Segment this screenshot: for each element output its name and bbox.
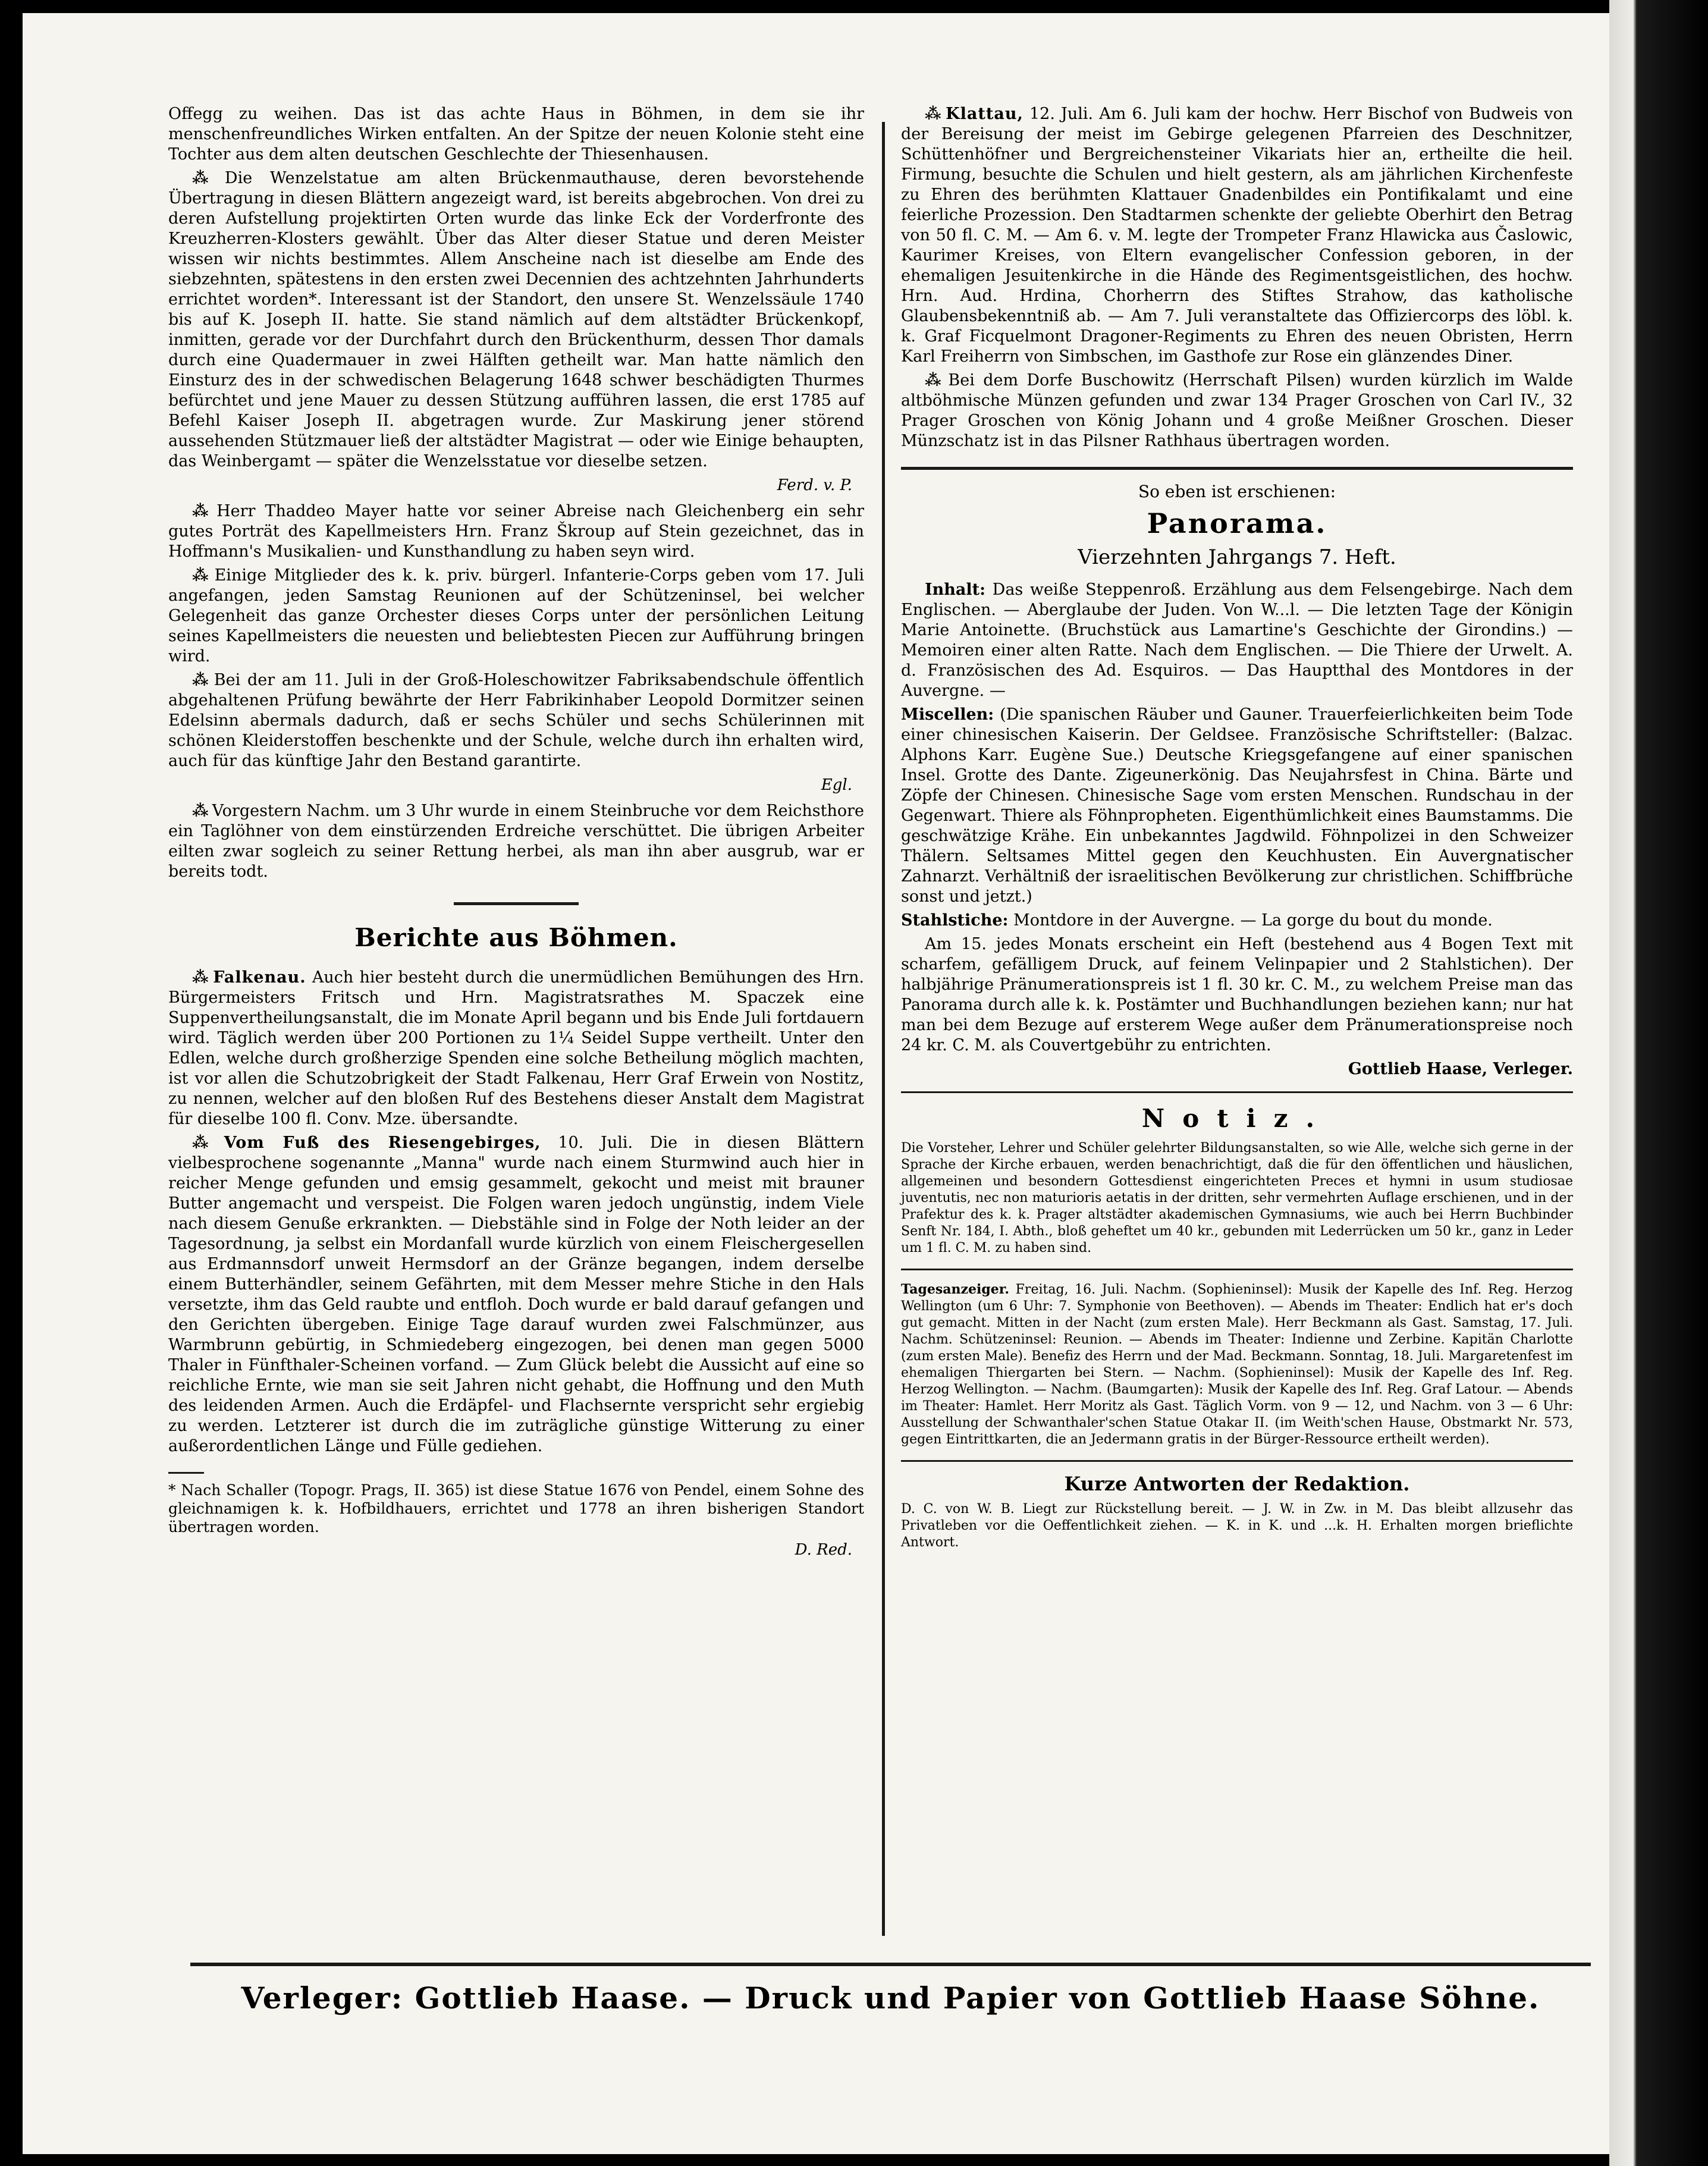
author-signature: Ferd. v. P. [777, 476, 852, 494]
scan-border [1609, 0, 1708, 2166]
editorial-replies-heading: Kurze Antworten der Redaktion. [1064, 1473, 1410, 1495]
announcement-intro: So eben ist erschienen: [1138, 482, 1336, 501]
asterism-icon: ⁂ [192, 566, 211, 585]
engravings-text: Montdore in der Auvergne. — La gorge du bout du monde. [1013, 911, 1493, 930]
announcement-subtitle: Vierzehnten Jahrgangs 7. Heft. [1078, 545, 1396, 569]
notice-heading: Notiz. [1141, 1104, 1333, 1133]
section-divider [901, 1091, 1573, 1093]
article-text: Vorgestern Nachm. um 3 Uhr wurde in einem Steinbruche vor dem Reichsthore ein Taglöhner von dem einstürzenden Erdreiche verschüttet. Die übrigen Arbeiter eilten zwar sogleich zu seiner Rettung herbei, als man ihn aber ausgrub, war er bereits todt. [168, 802, 864, 881]
article-text: Bei der am 11. Juli in der Groß-Holeschowitzer Fabriksabendschule öffentlich abgehaltenen Prüfung bewährte der Herr Fabrikinhaber Leopold Dormitzer seinen Edelsinn abermals dadurch, daß er sechs Schüler und sechs Schülerinnen mit schönen Kleiderstoffen beschenkte und der Schule, welche durch ihn erhalten wird, auch für das künftige Jahr den Bestand garantirte. [168, 671, 864, 770]
article-paragraph [901, 104, 1573, 367]
article-text: Auch hier besteht durch die unermüdlichen Bemühungen des Hrn. Bürgermeisters Fritsch und Hrn. Magistratsrathes M. Spaczek eine Suppenvertheilungsanstalt, die im Monate April begann und bis Ende Juli fortdauern wird. Täglich werden über 200 Portionen zu 1¼ Seidel Suppe vertheilt. Unter den Edlen, welche durch großherzige Spenden eine solche Betheilung möglich machten, ist vor allen die Schutzobrigkeit der Stadt Falkenau, Herr Graf Erwein von Nostitz, zu nennen, welcher auf den bloßen Ruf des Bestehens dieser Anstalt dem Magistrat für dieselbe 100 fl. Conv. Mze. übersandte. [168, 968, 864, 1128]
contents-label: Inhalt: [925, 580, 986, 599]
article-paragraph [901, 371, 1573, 451]
author-signature: Egl. [821, 776, 852, 794]
left-column [168, 104, 864, 1566]
daily-listings-text: Freitag, 16. Juli. Nachm. (Sophieninsel): Musik der Kapelle des Inf. Reg. Herzog Wellington (um 6 Uhr: 7. Symphonie von Beethoven). — Abends im Theater: Endlich hat er's doch gut gemacht. Mitten in der Nacht (zum ersten Male). Herr Beckmann als Gast. Samstag, 17. Juli. Nachm. Schützeninsel: Reunion. — Abends im Theater: Indienne und Zerbine. Kapitän Charlotte (zum ersten Male). Benefiz des Herrn und der Mad. Beckmann. Sonntag, 18. Juli. Margaretenfest im ehemaligen Thiergarten bei Stern. — Nachm. (Sophieninsel): Musik der Kapelle des Inf. Reg. Herzog Wellington. — Nachm. (Baumgarten): Musik der Kapelle des Inf. Reg. Graf Latour. — Abends im Theater: Hamlet. Herr Moritz als Gast. Täglich Vorm. von 9 — 12, und Nachm. von 3 — 6 Uhr: Ausstellung der Schwanthaler'schen Statue Otakar II. (im Weith'schen Hause, Obstmarkt Nr. 573, gegen Eintrittkarten, die an Jedermann gratis in der Bürger-Ressource ertheilt werden). [901, 1282, 1573, 1447]
footnote: * Nach Schaller (Topogr. Prags, II. 365) ist diese Statue 1676 von Pendel, einem Sohne des gleichnamigen k. k. Hofbildhauers, errichtet und 1778 an ihren bisherigen Standort übertragen worden. [168, 1481, 864, 1536]
article-paragraph [168, 1133, 864, 1456]
asterism-icon: ⁂ [192, 802, 209, 820]
asterism-icon: ⁂ [192, 1134, 221, 1152]
article-text: Herr Thaddeo Mayer hatte vor seiner Abreise nach Gleichenberg ein sehr gutes Porträt des Kapellmeisters Hrn. Franz Škroup auf Stein gezeichnet, das in Hoffmann's Musikalien- und Kunsthandlung zu haben seyn wird. [168, 502, 864, 561]
dateline-place: Vom Fuß des Riesengebirges, [224, 1134, 541, 1152]
dateline-place: Falkenau. [213, 968, 306, 987]
article-text: Die Wenzelstatue am alten Brückenmauthause, deren bevorstehende Übertragung in diesen Blättern angezeigt ward, ist bereits abgebrochen. Von drei zu deren Aufstellung projektirten Orten wurde das linke Eck der Vorderfronte des Kreuzherren-Klosters gewählt. Über das Alter dieser Statue und deren Meister wissen wir nichts bestimmtes. Allem Anscheine nach ist dieselbe am Ende des siebzehnten, spätestens in den ersten zwei Decennien des achtzehnten Jahrhunderts errichtet worden*. Interessant ist der Standort, den unsere St. Wenzelssäule 1740 bis auf K. Joseph II. hatte. Sie stand nämlich auf dem altstädter Brückenkopf, inmitten, gerade vor der Durchfahrt durch den Brückenthurm, dessen Thor damals durch eine Quadermauer in zwei Hälften getheilt war. Man hatte nämlich den Einsturz des in der schwedischen Belagerung 1648 schwer beschädigten Thurmes befürchtet und jene Mauer zu dessen Stützung aufführen lassen, die erst 1785 auf Befehl Kaiser Joseph II. abgetragen wurde. Zur Maskirung jener störend aussehenden Stützmauer ließ der altstädter Magistrat — oder wie Einige behaupten, das Weinbergamt — später die Wenzelsstatue vor dieselbe setzen. [168, 169, 864, 470]
asterism-icon: ⁂ [192, 169, 221, 187]
imprint-footer: Verleger: Gottlieb Haase. — Druck und Papier von Gottlieb Haase Söhne. [241, 1980, 1540, 2016]
section-divider [901, 1269, 1573, 1270]
footer-divider [190, 1963, 1591, 1966]
dateline-place: Klattau, [946, 105, 1023, 123]
right-column [901, 104, 1573, 1555]
daily-listings [901, 1281, 1573, 1448]
asterism-icon: ⁂ [925, 105, 943, 123]
article-paragraph [168, 801, 864, 882]
daily-listings-label: Tagesanzeiger. [901, 1282, 1009, 1297]
section-divider [901, 1460, 1573, 1462]
article-text: 12. Juli. Am 6. Juli kam der hochw. Herr Bischof von Budweis von der Bereisung der meist im Gebirge gelegenen Pfarreien des Deschnitzer, Schüttenhöfner und Bergreichensteiner Vikariats hier an, ertheilte die heil. Firmung, besuchte die Schulen und hielt gestern, als am jährlichen Kirchenfeste zu Ehren des berühmten Klattauer Gnadenbildes ein Pontifikalamt und eine feierliche Prozession. Den Stadtarmen schenkte der geliebte Oberhirt den Betrag von 50 fl. C. M. — Am 6. v. M. legte der Trompeter Franz Hlawicka aus Časlowic, Kaurimer Kreises, von Eltern evangelischer Confession geboren, in der ehemaligen Jesuitenkirche in die Hände des Regimentsgeistlichen, des hochw. Hrn. Aud. Hrdina, Chorherrn des Stiftes Strahow, das katholische Glaubensbekenntniß ab. — Am 7. Juli veranstaltete das Offiziercorps des löbl. k. k. Graf Ficquelmont Dragoner-Regiments zu Ehren des neuen Obristen, Herrn Karl Freiherrn von Simbschen, im Gasthofe zur Rose ein glänzendes Diner. [901, 105, 1573, 366]
section-divider [454, 902, 579, 905]
contents-text: Das weiße Steppenroß. Erzählung aus dem Felsengebirge. Nach dem Englischen. — Aberglaube der Juden. Von W...l. — Die letzten Tage der Königin Marie Antoinette. (Bruchstück aus Lamartine's Geschichte der Girondins.) — Memoiren einer alten Ratte. Nach dem Englischen. — Die Thiere der Urwelt. A. d. Französischen des Ad. Esquiros. — Das Hauptthal des Montdores in der Auvergne. — [901, 580, 1573, 700]
section-divider [901, 467, 1573, 470]
notice-text: Die Vorsteher, Lehrer und Schüler gelehrter Bildungsanstalten, so wie Alle, welche sich gerne in der Sprache der Kirche erbauen, werden benachrichtigt, daß die für den öffentlichen und häuslichen, allgemeinen und besondern Gottesdienst eingerichteten Preces et hymni in usum studiosae juventutis, nec non maturioris aetatis in der dritten, sehr vermehrten Auflage erschienen, und in der Prafektur des k. k. Prager altstädter akademischen Gymnasiums, wie auch bei Herrn Buchbinder Senft Nr. 184, I. Abth., bloß geheftet um 40 kr., gebunden mit Lederrücken um 50 kr., ganz in Leder um 1 fl. C. M. zu haben sind. [901, 1141, 1573, 1255]
asterism-icon: ⁂ [192, 968, 210, 987]
miscellany-label: Miscellen: [901, 705, 994, 724]
column-divider [882, 122, 885, 1936]
article-paragraph: Offegg zu weihen. Das ist das achte Haus in Böhmen, in dem sie ihr menschenfreundliches Wirken entfalten. An der Spitze der neuen Kolonie steht eine Tochter aus dem alten deutschen Geschlechte der Thiesenhausen. [168, 105, 864, 164]
article-paragraph [168, 566, 864, 667]
article-text: Bei dem Dorfe Buschowitz (Herrschaft Pilsen) wurden kürzlich im Walde altböhmische Münzen gefunden und zwar 134 Prager Groschen von Carl IV., 32 Prager Groschen von König Johann und 4 große Meißner Groschen. Dieser Münzschatz ist in das Pilsner Rathhaus übertragen worden. [901, 371, 1574, 450]
footnote-divider [168, 1472, 204, 1474]
section-heading: Berichte aus Böhmen. [354, 923, 678, 952]
article-paragraph [168, 501, 864, 562]
article-paragraph [168, 968, 864, 1129]
article-paragraph [168, 670, 864, 771]
article-paragraph [168, 168, 864, 472]
asterism-icon: ⁂ [925, 371, 945, 390]
miscellany-text: (Die spanischen Räuber und Gauner. Trauerfeierlichkeiten beim Tode einer chinesischen Kaiserin. Der Geldsee. Französische Schriftsteller: (Balzac. Alphons Karr. Eugène Sue.) Deutsche Kriegsgefangene auf einer spanischen Insel. Grotte des Dante. Zigeunerkönig. Das Neujahrsfest in China. Bärte und Zöpfe der Chinesen. Chinesische Sage vom ersten Menschen. Rundschau in der Gegenwart. Thiere als Föhnpropheten. Eigenthümlichkeit eines Baumstamms. Die geschwätzige Krähe. Ein unbekanntes Jagdwild. Föhnpolizei in den Schweizer Thälern. Seltsames Mittel gegen den Keuchhusten. Ein Auvergnatischer Zahnarzt. Verhältniß der israelitischen Bevölkerung zur christlichen. Schiffbrüche sonst und jetzt.) [901, 705, 1573, 906]
announcement-publisher: Gottlieb Haase, Verleger. [1348, 1060, 1573, 1078]
asterism-icon: ⁂ [192, 671, 211, 689]
editorial-replies-text: D. C. von W. B. Liegt zur Rückstellung bereit. — J. W. in Zw. in M. Das bleibt allzusehr das Privatleben vor die Oeffentlichkeit ziehen. — K. in K. und ...k. H. Erhalten morgen brieflichte Antwort. [901, 1502, 1573, 1550]
footnote-signature: D. Red. [795, 1541, 852, 1559]
announcement-engravings [901, 911, 1573, 931]
article-text: 10. Juli. Die in diesen Blättern vielbesprochene sogenannte „Manna" wurde nach einem Sturmwind auch hier in reicher Menge gefunden und emsig gesammelt, gekocht und meist mit brauner Butter angemacht und verspeist. Die Folgen waren jedoch ungünstig, indem Viele nach diesem Genuße erkrankten. — Diebstähle sind in Folge der Noth leider an der Tagesordnung, ja selbst ein Mordanfall wurde kürzlich von einem Fleischergesellen aus Erdmannsdorf unweit Hermsdorf an der Gränze begangen, indem derselbe einem Butterhändler, seinem Gefährten, mit dem Messer mehre Stiche in den Hals versetzte, ihm das Geld raubte und entfloh. Doch wurde er bald darauf gefangen und den Gerichten übergeben. Einige Tage darauf wurden zwei Falschmünzer, aus Warmbrunn gebürtig, in Schmiedeberg eingezogen, bei denen man gegen 5000 Thaler in Fünfthaler-Scheinen vorfand. — Zum Glück belebt die Aussicht auf eine so reichliche Ernte, wie man sie seit Jahren nicht gehabt, die Hoffnung und den Muth des leidenden Armen. Auch die Erdäpfel- und Flachsernte verspricht sehr ergiebig zu werden. Letzterer ist durch die im zuträgliche günstige Witterung zu einer außerordentlichen Länge und Fülle gediehen. [168, 1134, 864, 1455]
announcement-title: Panorama. [1147, 507, 1327, 539]
announcement-contents [901, 580, 1573, 701]
engravings-label: Stahlstiche: [901, 911, 1009, 930]
asterism-icon: ⁂ [192, 502, 214, 520]
article-text: Einige Mitglieder des k. k. priv. bürgerl. Infanterie-Corps geben vom 17. Juli angefangen, jeden Samstag Reunionen auf der Schützeninsel, bei welcher Gelegenheit das ganze Orchester dieses Corps unter der persönlichen Leitung seines Kapellmeisters die neuesten und beliebtesten Piecen zur Aufführung bringen wird. [168, 566, 864, 666]
announcement-miscellany [901, 705, 1573, 907]
announcement-subscription: Am 15. jedes Monats erscheint ein Heft (bestehend aus 4 Bogen Text mit scharfem, gefälligem Druck, auf feinem Velinpapier und 2 Stahlstichen). Der halbjährige Pränumerationspreis ist 1 fl. 30 kr. C. M., zu welchem Preise man das Panorama durch alle k. k. Postämter und Buchhandlungen beziehen kann; nur hat man bei dem Bezuge auf ersterem Wege außer dem Pränumerationspreise noch 24 kr. C. M. als Couvertgebühr zu entrichten. [901, 935, 1573, 1054]
